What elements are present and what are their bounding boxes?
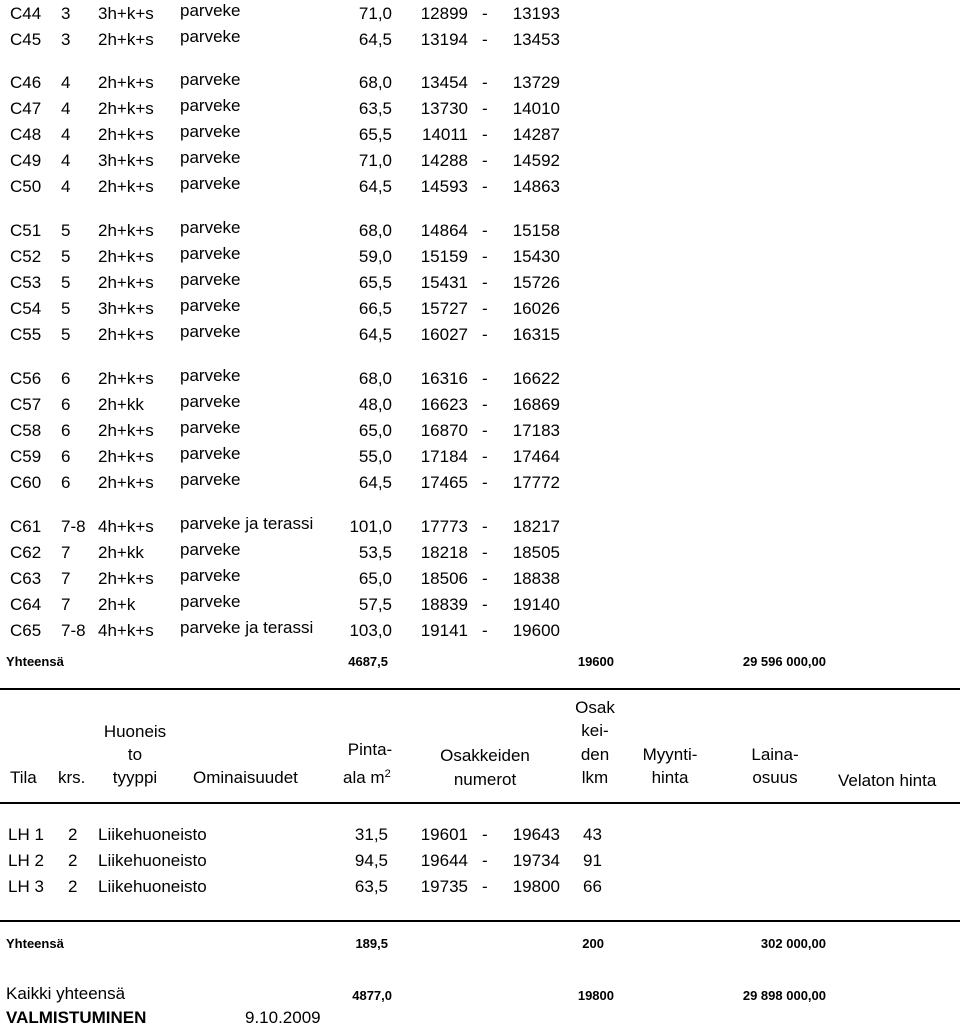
share-dash: - bbox=[482, 395, 488, 414]
features: parveke bbox=[180, 70, 241, 89]
features: parveke bbox=[180, 27, 241, 46]
features: parveke bbox=[180, 148, 241, 167]
area: 101,0 bbox=[349, 517, 392, 536]
share-to: 18838 bbox=[512, 569, 560, 588]
header-lkm-3: den bbox=[580, 745, 610, 764]
share-from: 14593 bbox=[420, 177, 468, 196]
share-to: 19800 bbox=[512, 877, 560, 896]
share-dash: - bbox=[482, 151, 488, 170]
floor: 5 bbox=[61, 273, 71, 292]
share-to: 16315 bbox=[512, 325, 560, 344]
share-to: 14592 bbox=[512, 151, 560, 170]
apartment-type: 2h+k+s bbox=[98, 125, 154, 144]
share-dash: - bbox=[482, 877, 488, 896]
header-lainaosuus-2: osuus bbox=[752, 768, 798, 787]
floor: 2 bbox=[68, 851, 78, 870]
header-pinta-ala-1: Pinta- bbox=[347, 740, 393, 759]
apartment-code: C65 bbox=[10, 621, 42, 640]
share-count: 66 bbox=[583, 877, 602, 896]
grand-total-shares: 19800 bbox=[577, 988, 614, 1003]
floor: 6 bbox=[61, 447, 71, 466]
apartment-type: 2h+k+s bbox=[98, 99, 154, 118]
features: parveke bbox=[180, 566, 241, 585]
area: 31,5 bbox=[354, 825, 388, 844]
share-from: 19644 bbox=[420, 851, 468, 870]
apartment-code: C50 bbox=[10, 177, 42, 196]
area: 103,0 bbox=[349, 621, 392, 640]
area: 68,0 bbox=[358, 73, 392, 92]
total-label: Yhteensä bbox=[6, 936, 64, 951]
space-type: Liikehuoneisto bbox=[98, 851, 207, 870]
apartment-code: C45 bbox=[10, 30, 42, 49]
share-to: 14010 bbox=[512, 99, 560, 118]
area: 59,0 bbox=[358, 247, 392, 266]
apartment-code: C60 bbox=[10, 473, 42, 492]
share-dash: - bbox=[482, 221, 488, 240]
apartment-type: 4h+k+s bbox=[98, 517, 154, 536]
header-lainaosuus-1: Laina- bbox=[751, 745, 799, 764]
features: parveke bbox=[180, 218, 241, 237]
share-from: 19601 bbox=[420, 825, 468, 844]
features: parveke bbox=[180, 244, 241, 263]
header-krs: krs. bbox=[58, 768, 86, 787]
header-osakkeiden-1: Osakkeiden bbox=[440, 746, 530, 765]
apartment-code: C63 bbox=[10, 569, 42, 588]
share-to: 18505 bbox=[512, 543, 560, 562]
apartment-code: C49 bbox=[10, 151, 42, 170]
area: 71,0 bbox=[358, 4, 392, 23]
header-tila: Tila bbox=[10, 768, 37, 787]
total-area: 4687,5 bbox=[348, 654, 388, 669]
features: parveke ja terassi bbox=[180, 618, 314, 637]
floor: 6 bbox=[61, 369, 71, 388]
area: 63,5 bbox=[354, 877, 388, 896]
apartment-type: 2h+k+s bbox=[98, 473, 154, 492]
apartment-type: 2h+k+s bbox=[98, 569, 154, 588]
share-to: 13729 bbox=[512, 73, 560, 92]
features: parveke bbox=[180, 122, 241, 141]
space-type: Liikehuoneisto bbox=[98, 825, 207, 844]
share-to: 19734 bbox=[512, 851, 560, 870]
total-area: 189,5 bbox=[355, 936, 388, 951]
header-myyntihinta-1: Myynti- bbox=[642, 745, 698, 764]
floor: 7 bbox=[61, 569, 71, 588]
apartment-type: 3h+k+s bbox=[98, 4, 154, 23]
area: 68,0 bbox=[358, 221, 392, 240]
apartment-type: 2h+k+s bbox=[98, 30, 154, 49]
share-dash: - bbox=[482, 99, 488, 118]
area: 64,5 bbox=[358, 30, 392, 49]
space-code: LH 1 bbox=[8, 825, 44, 844]
floor: 7-8 bbox=[61, 621, 86, 640]
floor: 5 bbox=[61, 247, 71, 266]
share-to: 16026 bbox=[512, 299, 560, 318]
header-myyntihinta-2: hinta bbox=[651, 768, 689, 787]
apartment-type: 2h+k+s bbox=[98, 447, 154, 466]
share-from: 17773 bbox=[420, 517, 468, 536]
share-count: 91 bbox=[583, 851, 602, 870]
floor: 2 bbox=[68, 825, 78, 844]
share-dash: - bbox=[482, 595, 488, 614]
share-from: 16027 bbox=[420, 325, 468, 344]
floor: 6 bbox=[61, 473, 71, 492]
apartment-type: 2h+kk bbox=[98, 395, 144, 414]
share-dash: - bbox=[482, 125, 488, 144]
share-from: 15159 bbox=[420, 247, 468, 266]
features: parveke bbox=[180, 1, 241, 20]
features: parveke bbox=[180, 174, 241, 193]
apartment-code: C46 bbox=[10, 73, 42, 92]
share-to: 13193 bbox=[512, 4, 560, 23]
area: 94,5 bbox=[354, 851, 388, 870]
total-price: 29 596 000,00 bbox=[742, 654, 826, 669]
apartment-type: 3h+k+s bbox=[98, 151, 154, 170]
grand-total-price: 29 898 000,00 bbox=[742, 988, 826, 1003]
share-from: 18218 bbox=[420, 543, 468, 562]
share-from: 13730 bbox=[420, 99, 468, 118]
area: 64,5 bbox=[358, 473, 392, 492]
header-velaton-hinta: Velaton hinta bbox=[838, 771, 937, 790]
share-from: 15431 bbox=[420, 273, 468, 292]
share-from: 17184 bbox=[420, 447, 468, 466]
share-dash: - bbox=[482, 325, 488, 344]
apartment-type: 2h+k+s bbox=[98, 369, 154, 388]
features: parveke bbox=[180, 444, 241, 463]
share-dash: - bbox=[482, 177, 488, 196]
space-code: LH 2 bbox=[8, 851, 44, 870]
area: 57,5 bbox=[358, 595, 392, 614]
area: 48,0 bbox=[358, 395, 392, 414]
share-to: 16622 bbox=[512, 369, 560, 388]
share-from: 16870 bbox=[420, 421, 468, 440]
apartment-code: C51 bbox=[10, 221, 42, 240]
features: parveke ja terassi bbox=[180, 514, 314, 533]
share-dash: - bbox=[482, 473, 488, 492]
space-code: LH 3 bbox=[8, 877, 44, 896]
floor: 4 bbox=[61, 73, 71, 92]
apartment-code: C64 bbox=[10, 595, 42, 614]
share-from: 13194 bbox=[420, 30, 468, 49]
total-price: 302 000,00 bbox=[760, 936, 826, 951]
grand-total-area: 4877,0 bbox=[352, 988, 392, 1003]
floor: 3 bbox=[61, 4, 71, 23]
header-pinta-ala-2: ala $m^2$ bbox=[343, 768, 391, 787]
apartment-code: C58 bbox=[10, 421, 42, 440]
header-huoneisto-1: Huoneis bbox=[103, 722, 167, 741]
share-dash: - bbox=[482, 447, 488, 466]
header-lkm-4: lkm bbox=[581, 768, 609, 787]
share-dash: - bbox=[482, 299, 488, 318]
share-to: 17183 bbox=[512, 421, 560, 440]
header-ominaisuudet: Ominaisuudet bbox=[193, 768, 298, 787]
floor: 5 bbox=[61, 299, 71, 318]
area: 65,5 bbox=[358, 273, 392, 292]
share-count: 43 bbox=[583, 825, 602, 844]
area: 55,0 bbox=[358, 447, 392, 466]
apartment-code: C62 bbox=[10, 543, 42, 562]
share-from: 16316 bbox=[420, 369, 468, 388]
share-to: 13453 bbox=[512, 30, 560, 49]
share-to: 16869 bbox=[512, 395, 560, 414]
apartment-code: C61 bbox=[10, 517, 42, 536]
area: 68,0 bbox=[358, 369, 392, 388]
apartment-code: C47 bbox=[10, 99, 42, 118]
apartment-code: C54 bbox=[10, 299, 42, 318]
share-dash: - bbox=[482, 4, 488, 23]
share-to: 18217 bbox=[512, 517, 560, 536]
share-to: 19643 bbox=[512, 825, 560, 844]
apartment-code: C52 bbox=[10, 247, 42, 266]
floor: 2 bbox=[68, 877, 78, 896]
area: 64,5 bbox=[358, 177, 392, 196]
area: 65,0 bbox=[358, 569, 392, 588]
area: 71,0 bbox=[358, 151, 392, 170]
share-to: 15158 bbox=[512, 221, 560, 240]
space-type: Liikehuoneisto bbox=[98, 877, 207, 896]
share-from: 14011 bbox=[421, 125, 468, 144]
header-lkm-2: kei- bbox=[581, 721, 609, 740]
grand-total-label: Kaikki yhteensä bbox=[6, 984, 126, 1003]
commercial-bottom-rule bbox=[0, 920, 960, 922]
features: parveke bbox=[180, 366, 241, 385]
share-from: 14288 bbox=[420, 151, 468, 170]
share-dash: - bbox=[482, 543, 488, 562]
share-dash: - bbox=[482, 421, 488, 440]
apartment-type: 2h+k+s bbox=[98, 421, 154, 440]
share-dash: - bbox=[482, 73, 488, 92]
features: parveke bbox=[180, 470, 241, 489]
features: parveke bbox=[180, 592, 241, 611]
share-from: 17465 bbox=[420, 473, 468, 492]
floor: 7-8 bbox=[61, 517, 86, 536]
floor: 7 bbox=[61, 595, 71, 614]
floor: 6 bbox=[61, 395, 71, 414]
floor: 7 bbox=[61, 543, 71, 562]
floor: 4 bbox=[61, 151, 71, 170]
features: parveke bbox=[180, 322, 241, 341]
features: parveke bbox=[180, 296, 241, 315]
floor: 3 bbox=[61, 30, 71, 49]
apartment-code: C55 bbox=[10, 325, 42, 344]
apartment-code: C53 bbox=[10, 273, 42, 292]
floor: 4 bbox=[61, 177, 71, 196]
area: 65,0 bbox=[358, 421, 392, 440]
apartment-type: 3h+k+s bbox=[98, 299, 154, 318]
floor: 4 bbox=[61, 125, 71, 144]
share-dash: - bbox=[482, 247, 488, 266]
share-from: 19735 bbox=[420, 877, 468, 896]
apartment-code: C56 bbox=[10, 369, 42, 388]
share-from: 19141 bbox=[420, 621, 468, 640]
total-shares: 200 bbox=[582, 936, 604, 951]
apartment-type: 2h+k+s bbox=[98, 177, 154, 196]
features: parveke bbox=[180, 270, 241, 289]
share-from: 15727 bbox=[420, 299, 468, 318]
share-to: 19600 bbox=[512, 621, 560, 640]
features: parveke bbox=[180, 540, 241, 559]
share-dash: - bbox=[482, 517, 488, 536]
share-dash: - bbox=[482, 369, 488, 388]
share-to: 17772 bbox=[512, 473, 560, 492]
share-to: 15726 bbox=[512, 273, 560, 292]
apartment-type: 2h+k+s bbox=[98, 325, 154, 344]
apartment-type: 2h+k+s bbox=[98, 73, 154, 92]
features: parveke bbox=[180, 418, 241, 437]
share-dash: - bbox=[482, 825, 488, 844]
features: parveke bbox=[180, 392, 241, 411]
completion-date: 9.10.2009 bbox=[245, 1008, 321, 1027]
share-from: 18839 bbox=[420, 595, 468, 614]
apartment-code: C48 bbox=[10, 125, 42, 144]
floor: 6 bbox=[61, 421, 71, 440]
features: parveke bbox=[180, 96, 241, 115]
share-dash: - bbox=[482, 273, 488, 292]
share-from: 12899 bbox=[420, 4, 468, 23]
area: 53,5 bbox=[358, 543, 392, 562]
floor: 5 bbox=[61, 325, 71, 344]
header-lkm-1: Osak bbox=[575, 698, 615, 717]
share-dash: - bbox=[482, 851, 488, 870]
header-bottom-rule bbox=[0, 802, 960, 804]
share-dash: - bbox=[482, 30, 488, 49]
area: 64,5 bbox=[358, 325, 392, 344]
apartment-type: 4h+k+s bbox=[98, 621, 154, 640]
total-shares: 19600 bbox=[577, 654, 614, 669]
header-huoneisto-3: tyyppi bbox=[112, 768, 158, 787]
area: 66,5 bbox=[358, 299, 392, 318]
share-to: 19140 bbox=[512, 595, 560, 614]
apartment-code: C59 bbox=[10, 447, 42, 466]
share-dash: - bbox=[482, 621, 488, 640]
share-from: 18506 bbox=[420, 569, 468, 588]
share-from: 14864 bbox=[420, 221, 468, 240]
total-label: Yhteensä bbox=[6, 654, 64, 669]
share-to: 17464 bbox=[512, 447, 560, 466]
floor: 5 bbox=[61, 221, 71, 240]
apartment-code: C57 bbox=[10, 395, 42, 414]
apartment-type: 2h+k+s bbox=[98, 247, 154, 266]
share-from: 13454 bbox=[420, 73, 468, 92]
apartment-type: 2h+k+s bbox=[98, 273, 154, 292]
completion-label: VALMISTUMINEN bbox=[6, 1008, 147, 1027]
header-osakkeiden-2: numerot bbox=[453, 770, 517, 789]
header-huoneisto-2: to bbox=[127, 745, 143, 764]
floor: 4 bbox=[61, 99, 71, 118]
share-to: 14287 bbox=[512, 125, 560, 144]
area: 65,5 bbox=[358, 125, 392, 144]
share-to: 14863 bbox=[512, 177, 560, 196]
apartment-type: 2h+k+s bbox=[98, 221, 154, 240]
area: 63,5 bbox=[358, 99, 392, 118]
apartment-code: C44 bbox=[10, 4, 42, 23]
apartment-type: 2h+k bbox=[98, 595, 136, 614]
header-top-rule bbox=[0, 688, 960, 690]
share-dash: - bbox=[482, 569, 488, 588]
share-from: 16623 bbox=[420, 395, 468, 414]
share-to: 15430 bbox=[512, 247, 560, 266]
apartment-type: 2h+kk bbox=[98, 543, 144, 562]
